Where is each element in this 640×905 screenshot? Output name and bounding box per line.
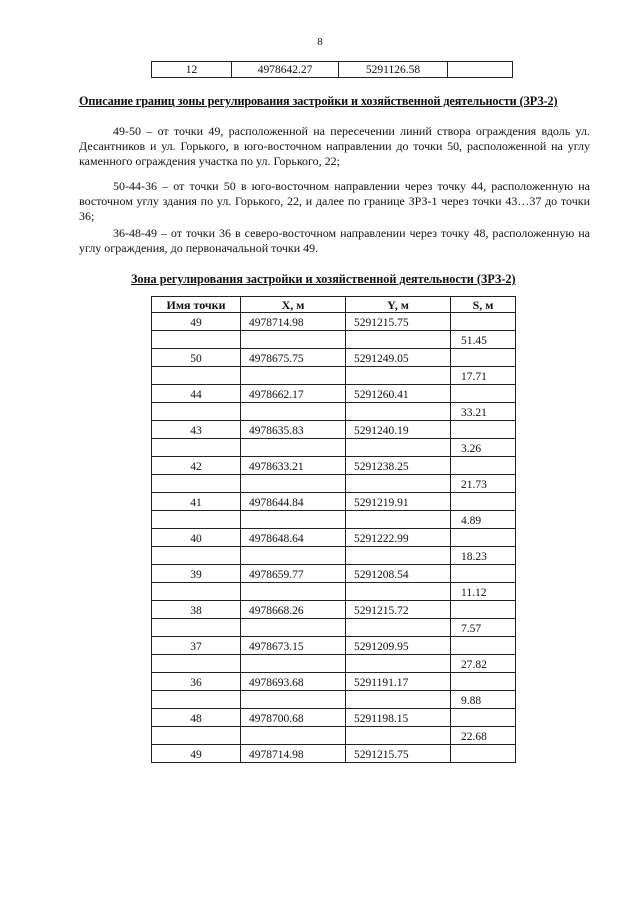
x-coordinate-cell: 4978633.21: [241, 457, 346, 475]
distance-cell: 51.45: [451, 331, 516, 349]
x-coordinate-cell: 4978662.17: [241, 385, 346, 403]
point-name-cell: [152, 547, 241, 565]
distance-cell: 33.21: [451, 403, 516, 421]
page-number: 8: [317, 36, 323, 48]
point-name-cell: 49: [152, 313, 241, 331]
point-name-cell: 39: [152, 565, 241, 583]
distance-cell: [451, 493, 516, 511]
table-row: [152, 691, 516, 709]
boundary-paragraph-50-44-36: [79, 179, 590, 224]
x-coordinate-cell: [241, 367, 346, 385]
y-coordinate-cell: [346, 475, 451, 493]
table-header-row: [152, 297, 516, 313]
table-row: [152, 349, 516, 367]
y-coordinate-cell: [346, 439, 451, 457]
y-coordinate-cell: [346, 547, 451, 565]
distance-cell: 27.82: [451, 655, 516, 673]
point-name-cell: [152, 331, 241, 349]
point-name-cell: [152, 475, 241, 493]
table-row: [152, 547, 516, 565]
x-coordinate-cell: 4978642.27: [232, 62, 339, 78]
distance-cell: [451, 385, 516, 403]
y-coordinate-cell: 5291209.95: [346, 637, 451, 655]
point-name-cell: 38: [152, 601, 241, 619]
point-name-cell: [152, 619, 241, 637]
boundary-description-heading: Описание границ зоны регулирования застройки и хозяйственной деятельности (ЗРЗ-2): [79, 94, 558, 108]
point-name-cell: 36: [152, 673, 241, 691]
point-name-cell: 37: [152, 637, 241, 655]
x-coordinate-cell: 4978635.83: [241, 421, 346, 439]
boundary-paragraph-36-48-49: [79, 226, 590, 256]
header-y: Y, м: [346, 297, 451, 313]
y-coordinate-cell: [346, 655, 451, 673]
point-name-cell: [152, 367, 241, 385]
x-coordinate-cell: [241, 475, 346, 493]
y-coordinate-cell: 5291219.91: [346, 493, 451, 511]
point-name-cell: [152, 439, 241, 457]
y-coordinate-cell: [346, 691, 451, 709]
x-coordinate-cell: 4978659.77: [241, 565, 346, 583]
distance-cell: 21.73: [451, 475, 516, 493]
point-name-cell: 43: [152, 421, 241, 439]
x-coordinate-cell: 4978693.68: [241, 673, 346, 691]
point-name-cell: [152, 727, 241, 745]
x-coordinate-cell: 4978675.75: [241, 349, 346, 367]
table-row: [152, 385, 516, 403]
y-coordinate-cell: [346, 619, 451, 637]
table-row: [152, 439, 516, 457]
x-coordinate-cell: [241, 691, 346, 709]
y-coordinate-cell: [346, 367, 451, 385]
distance-cell: 17.71: [451, 367, 516, 385]
x-coordinate-cell: [241, 403, 346, 421]
table-row: [152, 457, 516, 475]
table-row: [152, 709, 516, 727]
table-row: [152, 403, 516, 421]
point-name-cell: 50: [152, 349, 241, 367]
y-coordinate-cell: [346, 727, 451, 745]
y-coordinate-cell: [346, 583, 451, 601]
x-coordinate-cell: 4978668.26: [241, 601, 346, 619]
distance-cell: 7.57: [451, 619, 516, 637]
y-coordinate-cell: 5291222.99: [346, 529, 451, 547]
distance-cell: 4.89: [451, 511, 516, 529]
table-row: [152, 673, 516, 691]
header-point-name: Имя точки: [152, 297, 241, 313]
x-coordinate-cell: 4978644.84: [241, 493, 346, 511]
y-coordinate-cell: [346, 331, 451, 349]
distance-cell: 22.68: [451, 727, 516, 745]
y-coordinate-cell: 5291191.17: [346, 673, 451, 691]
y-coordinate-cell: [346, 403, 451, 421]
y-coordinate-cell: 5291215.75: [346, 313, 451, 331]
x-coordinate-cell: [241, 547, 346, 565]
y-coordinate-cell: [346, 511, 451, 529]
distance-cell: [451, 673, 516, 691]
x-coordinate-cell: 4978714.98: [241, 745, 346, 763]
paragraph-text: 49-50 – от точки 49, расположенной на пересечении линий створа ограждения вдоль ул. Десантников и ул. Горького, в юго-восточном направлении до точки 50, расположенной на углу каменного ограждения участка по ул. Горького, 22;: [79, 124, 590, 168]
distance-cell: [451, 565, 516, 583]
table-row: [152, 331, 516, 349]
point-name-cell: [152, 511, 241, 529]
y-coordinate-cell: 5291215.72: [346, 601, 451, 619]
table-row: [152, 619, 516, 637]
x-coordinate-cell: [241, 619, 346, 637]
x-coordinate-cell: 4978648.64: [241, 529, 346, 547]
y-coordinate-cell: 5291240.19: [346, 421, 451, 439]
paragraph-text: 50-44-36 – от точки 50 в юго-восточном направлении через точку 44, расположенную на восточном углу здания по ул. Горького, 22, и далее по границе ЗРЗ-1 через точки 43…37 до точки 36;: [79, 179, 590, 223]
distance-cell: 18.23: [451, 547, 516, 565]
point-name-cell: 44: [152, 385, 241, 403]
header-s: S, м: [451, 297, 516, 313]
table-row: [152, 493, 516, 511]
x-coordinate-cell: 4978673.15: [241, 637, 346, 655]
point-name-cell: 12: [152, 62, 232, 78]
y-coordinate-cell: 5291238.25: [346, 457, 451, 475]
table-row: [152, 655, 516, 673]
distance-cell: [451, 637, 516, 655]
table-row: [152, 637, 516, 655]
distance-cell: [451, 529, 516, 547]
table-row: [152, 511, 516, 529]
x-coordinate-cell: 4978714.98: [241, 313, 346, 331]
table-row: [152, 565, 516, 583]
table-row: [152, 745, 516, 763]
distance-cell: [451, 745, 516, 763]
point-name-cell: [152, 403, 241, 421]
point-name-cell: [152, 655, 241, 673]
x-coordinate-cell: [241, 331, 346, 349]
distance-cell: [448, 62, 513, 78]
header-x: X, м: [241, 297, 346, 313]
y-coordinate-cell: 5291126.58: [339, 62, 448, 78]
continued-coordinates-table: [151, 61, 513, 78]
distance-cell: 9.88: [451, 691, 516, 709]
distance-cell: 3.26: [451, 439, 516, 457]
x-coordinate-cell: [241, 655, 346, 673]
table-row: [152, 62, 513, 78]
distance-cell: 11.12: [451, 583, 516, 601]
point-name-cell: 48: [152, 709, 241, 727]
table-row: [152, 601, 516, 619]
y-coordinate-cell: 5291215.75: [346, 745, 451, 763]
distance-cell: [451, 457, 516, 475]
x-coordinate-cell: [241, 439, 346, 457]
table-row: [152, 529, 516, 547]
boundary-paragraph-49-50: [79, 124, 590, 169]
distance-cell: [451, 421, 516, 439]
table-row: [152, 367, 516, 385]
distance-cell: [451, 349, 516, 367]
y-coordinate-cell: 5291208.54: [346, 565, 451, 583]
x-coordinate-cell: [241, 727, 346, 745]
x-coordinate-cell: [241, 511, 346, 529]
table-row: [152, 475, 516, 493]
y-coordinate-cell: 5291260.41: [346, 385, 451, 403]
y-coordinate-cell: 5291249.05: [346, 349, 451, 367]
x-coordinate-cell: 4978700.68: [241, 709, 346, 727]
table-row: [152, 313, 516, 331]
zone-coordinates-table: [151, 296, 516, 763]
table-row: [152, 727, 516, 745]
paragraph-text: 36-48-49 – от точки 36 в северо-восточном направлении через точку 48, расположенную на углу ограждения, до первоначальной точки 49.: [79, 226, 590, 255]
distance-cell: [451, 709, 516, 727]
x-coordinate-cell: [241, 583, 346, 601]
point-name-cell: 49: [152, 745, 241, 763]
zone-table-heading: Зона регулирования застройки и хозяйственной деятельности (ЗРЗ-2): [131, 272, 516, 286]
table-row: [152, 583, 516, 601]
point-name-cell: 40: [152, 529, 241, 547]
point-name-cell: [152, 691, 241, 709]
distance-cell: [451, 601, 516, 619]
point-name-cell: 41: [152, 493, 241, 511]
distance-cell: [451, 313, 516, 331]
table-row: [152, 421, 516, 439]
point-name-cell: 42: [152, 457, 241, 475]
point-name-cell: [152, 583, 241, 601]
y-coordinate-cell: 5291198.15: [346, 709, 451, 727]
